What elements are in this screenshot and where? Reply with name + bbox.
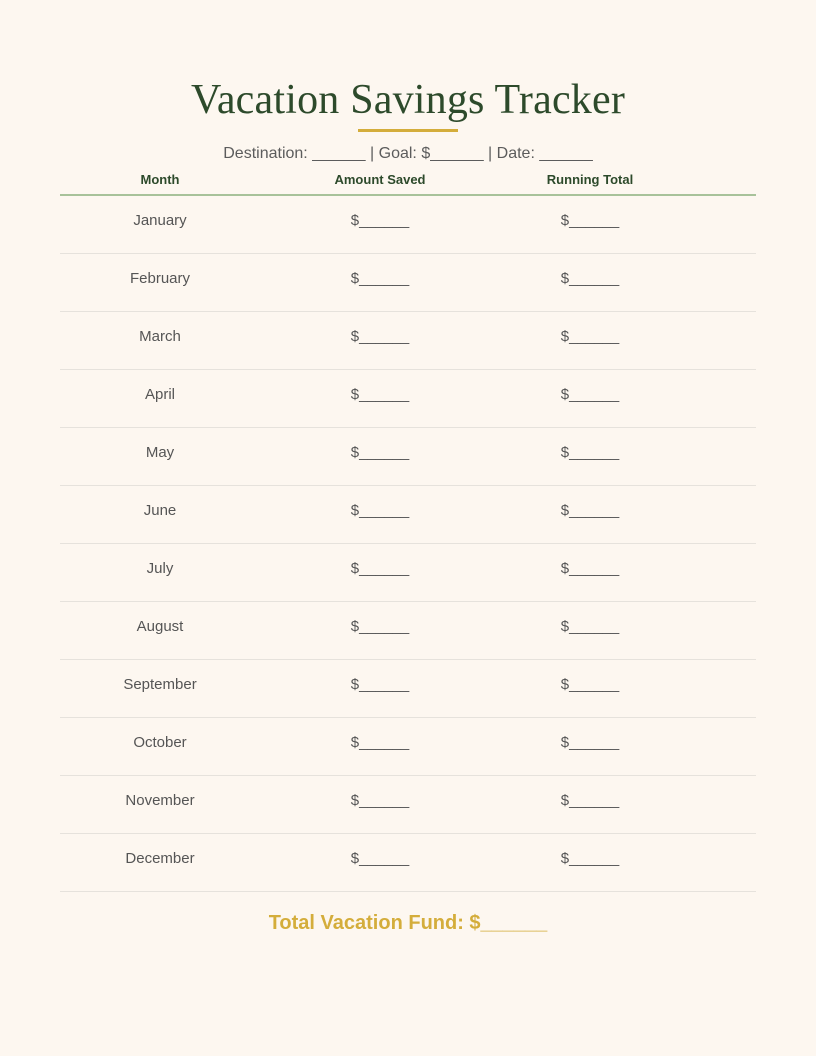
table-row xyxy=(60,660,756,718)
month-cell: August xyxy=(136,618,184,635)
table-header xyxy=(60,170,756,196)
running-total-cell: $______ xyxy=(560,270,620,287)
page-title: Vacation Savings Tracker xyxy=(190,77,626,123)
table-row xyxy=(60,602,756,660)
month-cell: January xyxy=(133,212,187,229)
month-cell: May xyxy=(145,444,175,461)
running-total-cell: $______ xyxy=(560,386,620,403)
amount-saved-cell: $______ xyxy=(350,212,410,229)
column-header-month: Month xyxy=(140,172,180,187)
month-cell: October xyxy=(133,734,187,751)
running-total-cell: $______ xyxy=(560,502,620,519)
column-header-amount-saved: Amount Saved xyxy=(334,172,426,187)
amount-saved-cell: $______ xyxy=(350,618,410,635)
table-row xyxy=(60,196,756,254)
running-total-cell: $______ xyxy=(560,328,620,345)
running-total-cell: $______ xyxy=(560,734,620,751)
running-total-cell: $______ xyxy=(560,676,620,693)
month-cell: February xyxy=(129,270,191,287)
table-body xyxy=(60,196,756,892)
amount-saved-cell: $______ xyxy=(350,444,410,461)
amount-saved-cell: $______ xyxy=(350,676,410,693)
month-cell: November xyxy=(125,792,195,809)
table-row xyxy=(60,834,756,892)
running-total-cell: $______ xyxy=(560,850,620,867)
running-total-cell: $______ xyxy=(560,444,620,461)
month-cell: December xyxy=(125,850,195,867)
amount-saved-cell: $______ xyxy=(350,560,410,577)
amount-saved-cell: $______ xyxy=(350,270,410,287)
running-total-cell: $______ xyxy=(560,212,620,229)
table-row xyxy=(60,312,756,370)
amount-saved-cell: $______ xyxy=(350,502,410,519)
amount-saved-cell: $______ xyxy=(350,328,410,345)
amount-saved-cell: $______ xyxy=(350,734,410,751)
month-cell: March xyxy=(139,328,181,345)
month-cell: April xyxy=(144,386,175,403)
column-header-running-total: Running Total xyxy=(546,172,634,187)
month-cell: September xyxy=(123,676,197,693)
table-row xyxy=(60,544,756,602)
table-row xyxy=(60,370,756,428)
title-underline xyxy=(358,129,458,132)
amount-saved-cell: $______ xyxy=(350,386,410,403)
amount-saved-cell: $______ xyxy=(350,792,410,809)
running-total-cell: $______ xyxy=(560,792,620,809)
table-row xyxy=(60,486,756,544)
table-row xyxy=(60,718,756,776)
table-row xyxy=(60,776,756,834)
savings-table xyxy=(60,170,756,892)
table-row xyxy=(60,254,756,312)
table-row xyxy=(60,428,756,486)
month-cell: July xyxy=(146,560,174,577)
running-total-cell: $______ xyxy=(560,560,620,577)
month-cell: June xyxy=(143,502,177,519)
amount-saved-cell: $______ xyxy=(350,850,410,867)
total-vacation-fund: Total Vacation Fund: $______ xyxy=(268,912,548,934)
running-total-cell: $______ xyxy=(560,618,620,635)
trip-details-line: Destination: ______ | Goal: $______ | Date: ______ xyxy=(223,145,593,162)
